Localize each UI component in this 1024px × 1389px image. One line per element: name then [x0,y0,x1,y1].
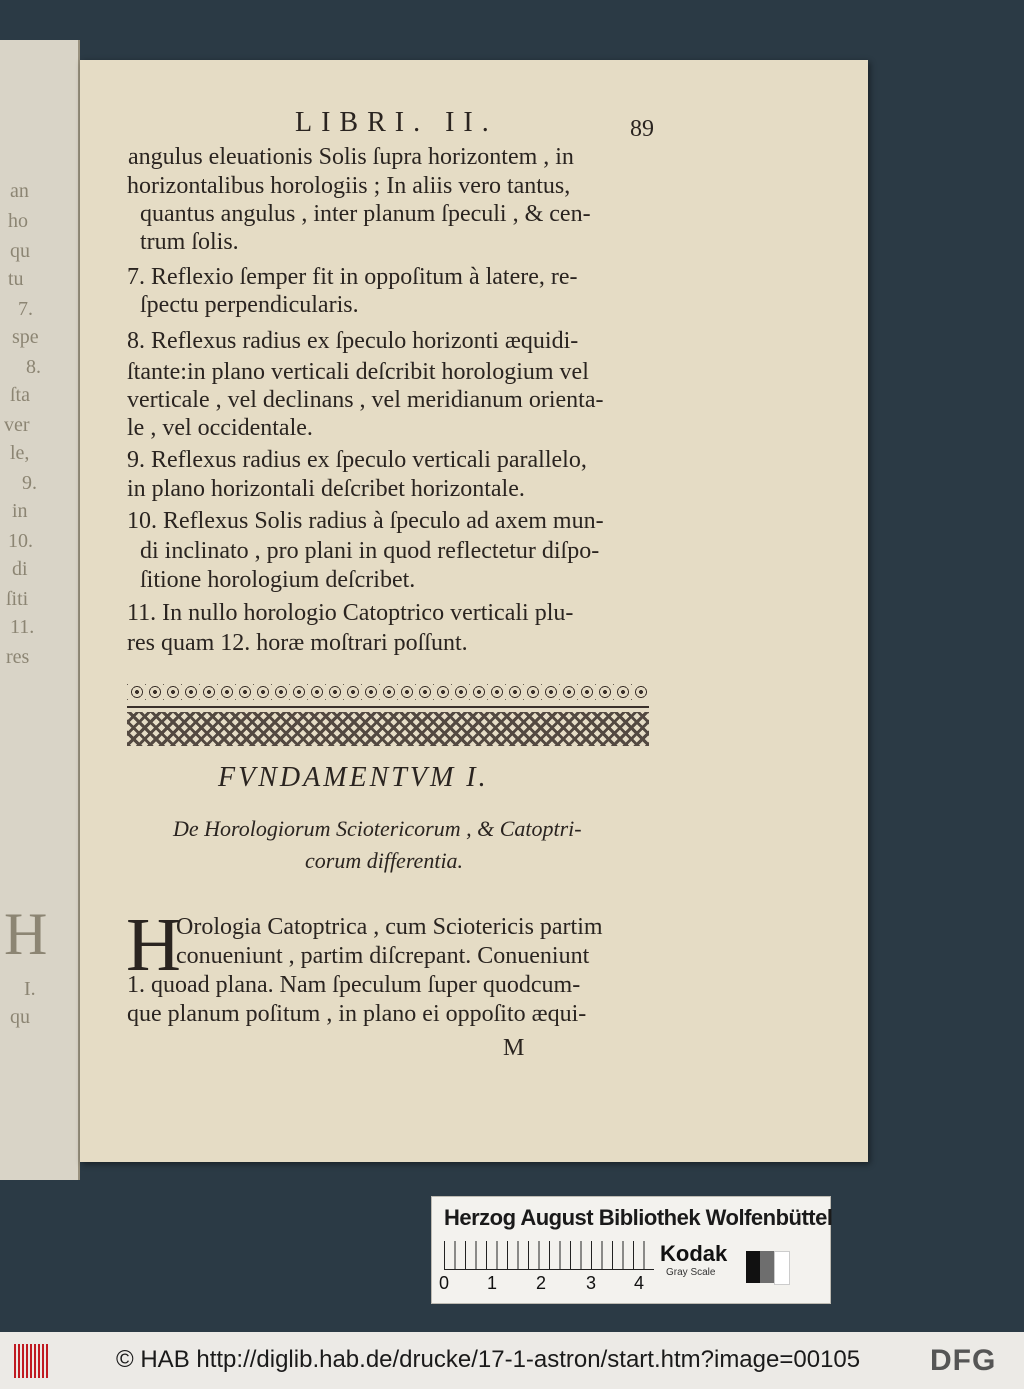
library-name: Herzog August Bibliothek Wolfenbüttel [444,1205,833,1230]
facing-text-fragment: qu [10,240,30,262]
text-line: angulus eleuationis Solis ſupra horizontem , in [128,144,574,170]
facing-text-fragment: ver [4,414,30,436]
text-line: conueniunt , partim diſcrepant. Conueniunt [176,943,590,969]
ornament-band [127,712,649,746]
facing-text-fragment: H [4,901,48,967]
text-line: le , vel occidentale. [127,415,313,441]
scale-number: 0 [439,1273,450,1293]
color-calibration-card [431,1196,831,1304]
facing-text-fragment: di [12,558,28,580]
text-line: Orologia Catoptrica , cum Sciotericis partim [176,914,603,940]
section-subheading: De Horologiorum Sciotericorum , & Catoptri- [173,816,582,841]
barcode-logo-icon [14,1344,48,1378]
section-heading: FVNDAMENTVM I. [218,762,489,793]
ruler-scale [444,1241,654,1270]
page-number: 89 [630,116,654,142]
scale-number: 4 [634,1273,645,1293]
text-line: quantus angulus , inter planum ſpeculi , & cen- [140,201,591,227]
text-line: ſtante:in plano verticali deſcribit horologium vel [127,359,589,385]
dfg-logo: DFG [930,1344,997,1377]
facing-text-fragment: le, [10,442,30,464]
drop-cap: H [126,903,181,987]
facing-text-fragment: ho [8,210,28,232]
facing-text-fragment: spe [12,326,39,348]
facing-text-fragment: 11. [10,616,35,638]
text-line: ſpectu perpendicularis. [140,292,359,318]
facing-text-fragment: tu [8,268,24,290]
text-line: 1. quoad plana. Nam ſpeculum ſuper quodcum- [127,972,581,998]
facing-text-fragment: 8. [26,356,41,378]
facing-text-fragment: 9. [22,472,37,494]
kodak-label: Kodak [660,1241,728,1266]
facing-text-fragment: I. [24,978,36,1000]
facing-text-fragment: qu [10,1006,30,1028]
scale-number: 1 [487,1273,498,1293]
text-line: trum ſolis. [140,229,239,255]
text-line: 10. Reflexus Solis radius à ſpeculo ad axem mun- [127,508,604,534]
text-line: 8. Reflexus radius ex ſpeculo horizonti æquidi- [127,328,579,354]
text-line: di inclinato , pro plani in quod reflectetur diſpo- [140,538,600,564]
text-line: 7. Reflexio ſemper fit in oppoſitum à latere, re- [127,264,578,290]
facing-text-fragment: 7. [18,298,33,320]
signature-mark: M [503,1035,525,1061]
scale-number: 3 [586,1273,597,1293]
ornament-rule [127,706,649,708]
scale-number: 2 [536,1273,547,1293]
gray-swatch [746,1251,760,1283]
facing-text-fragment: ſta [10,384,30,406]
facing-text-fragment: in [12,500,28,522]
facing-text-fragment: an [10,180,29,202]
ornament-band [127,684,649,700]
facing-text-fragment: res [6,646,30,668]
text-line: ſitione horologium deſcribet. [140,567,416,593]
running-head: LIBRI. II. [295,107,498,138]
footer-copyright-url[interactable]: © HAB http://diglib.hab.de/drucke/17-1-astron/start.htm?image=00105 [116,1346,861,1373]
text-line: verticale , vel declinans , vel meridianum orienta- [127,387,604,413]
text-line: 9. Reflexus radius ex ſpeculo verticali parallelo, [127,447,587,473]
facing-text-fragment: 10. [8,530,33,552]
footer-bar [0,1332,1024,1389]
text-line: que planum poſitum , in plano ei oppoſito æqui- [127,1001,587,1027]
facing-text-fragment: ſiti [6,588,29,610]
facing-page-edge [0,40,80,1180]
section-subheading: corum differentia. [305,848,464,873]
text-line: horizontalibus horologiis ; In aliis vero tantus, [127,173,571,199]
text-line: 11. In nullo horologio Catoptrico verticali plu- [127,600,574,626]
text-line: in plano horizontali deſcribet horizontale. [127,476,525,502]
gray-swatch [774,1251,790,1285]
gray-swatch [760,1251,774,1283]
text-line: res quam 12. horæ moſtrari poſſunt. [127,630,468,656]
gray-scale-label: Gray Scale [666,1267,716,1278]
